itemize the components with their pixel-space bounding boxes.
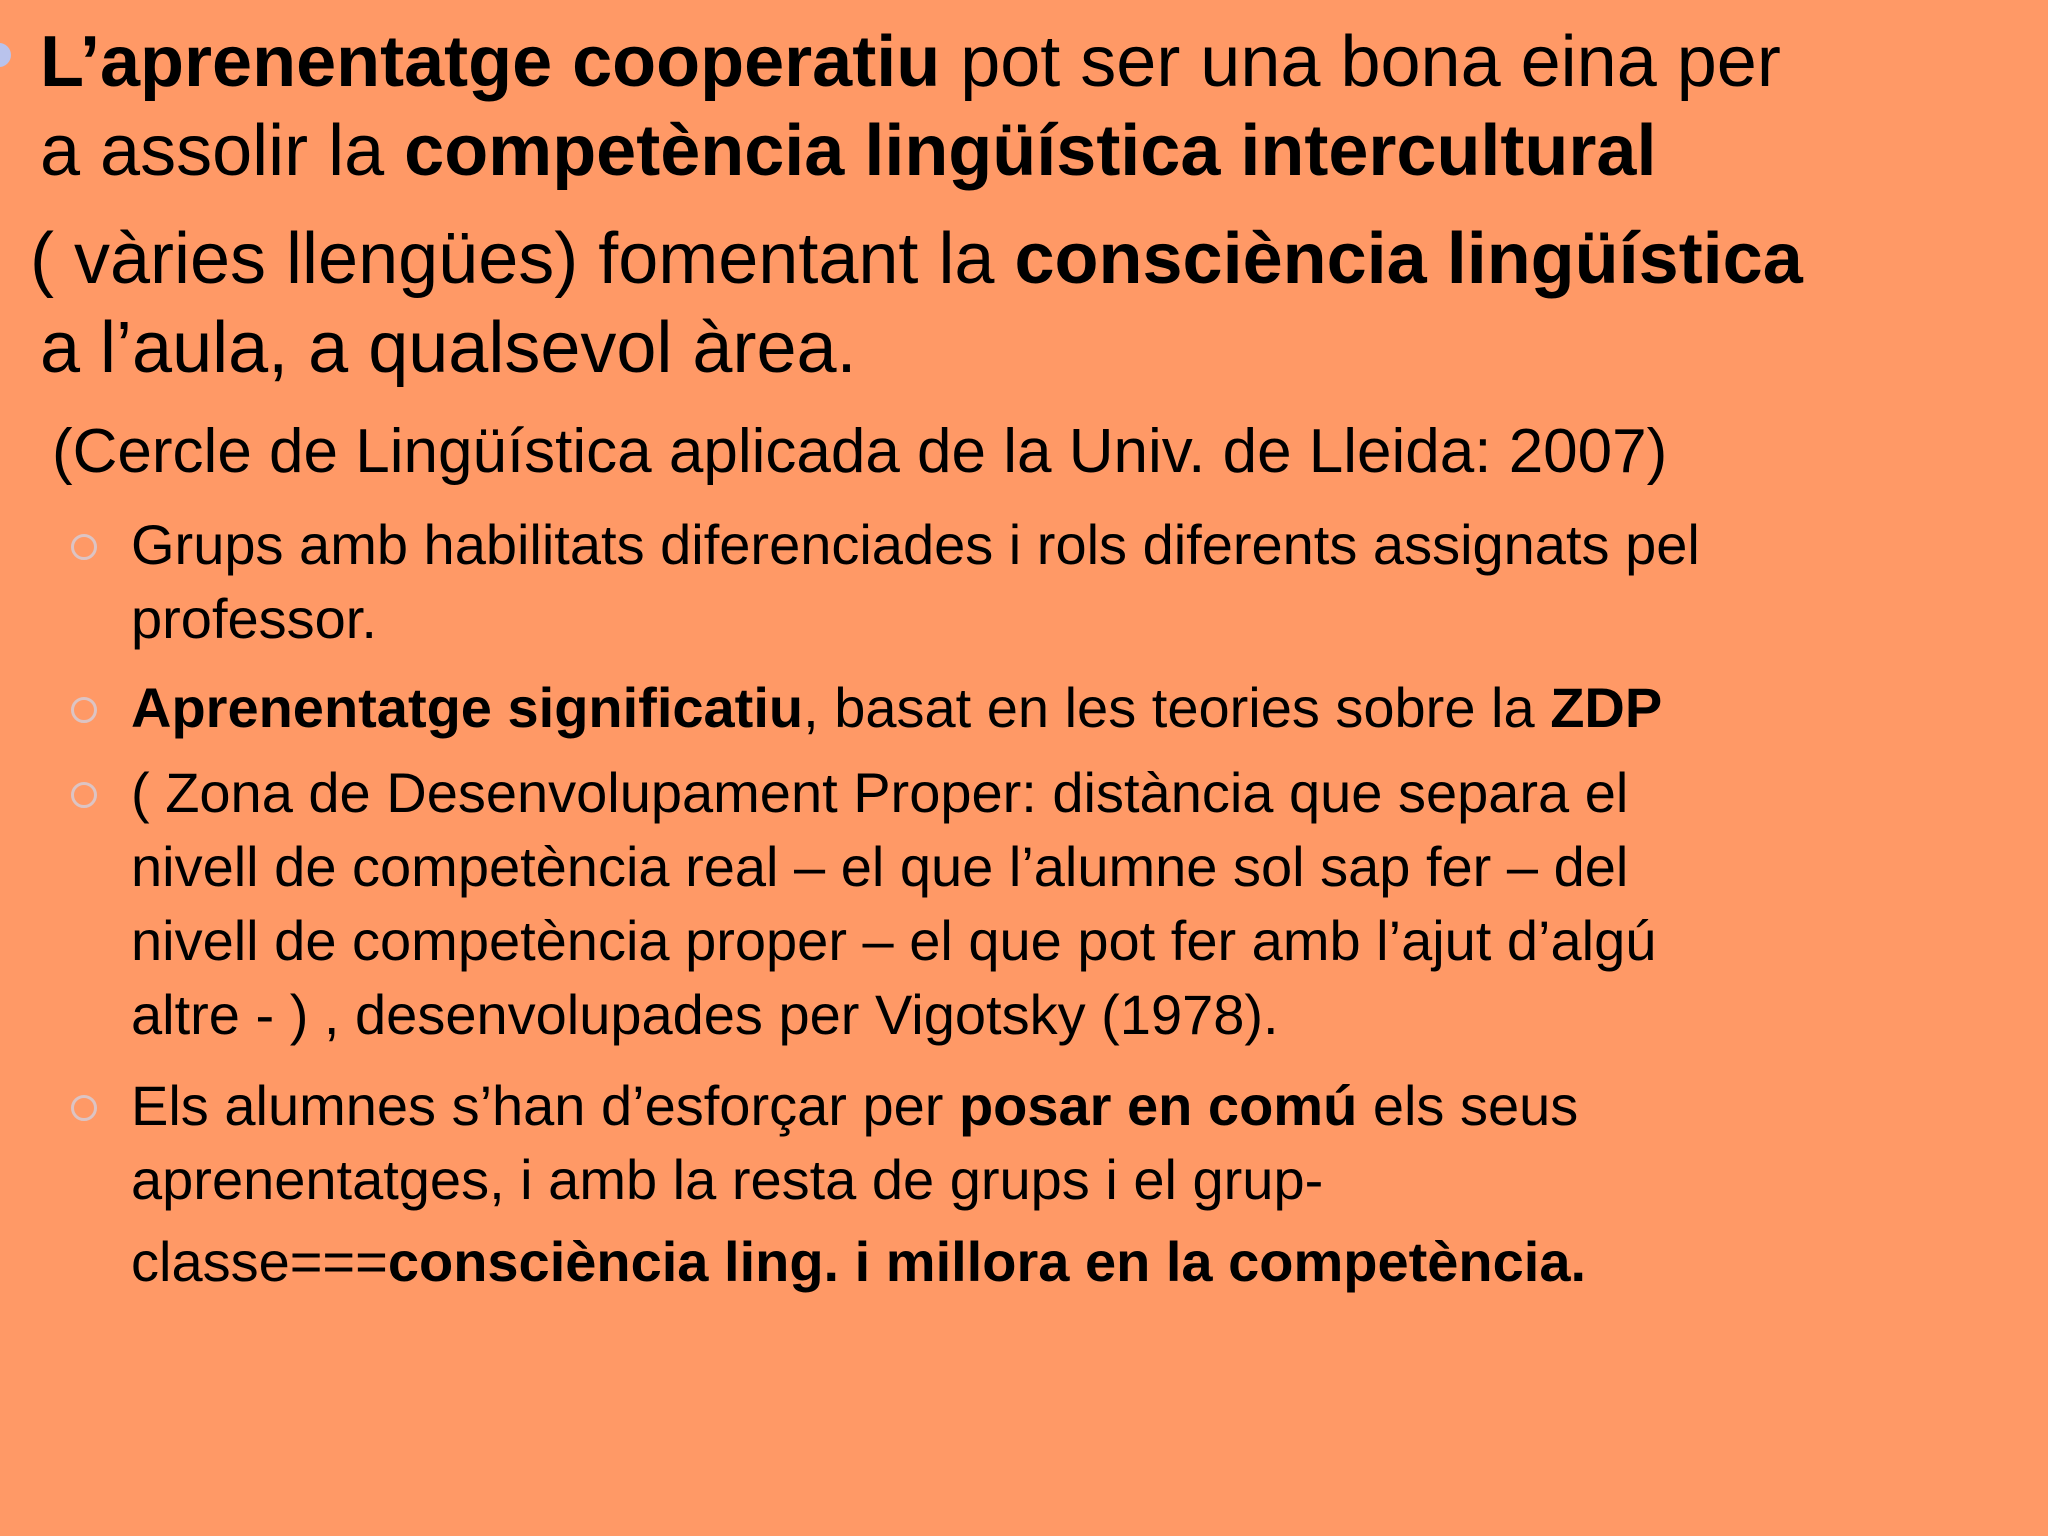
main-text: pot ser una bona eina per <box>940 22 1781 102</box>
hollow-circle-bullet-icon <box>71 534 97 560</box>
sub-bullet-list <box>0 508 2048 1299</box>
list-item <box>0 508 2048 656</box>
list-item-plain-text: els seus <box>1357 1074 1579 1137</box>
list-item-text <box>131 1069 2031 1299</box>
list-item-plain-text: Els alumnes s’han d’esforçar per <box>131 1074 959 1137</box>
list-item-line: nivell de competència real – el que l’alumne sol sap fer – del <box>131 835 1629 898</box>
main-bold-intercultural-competence: competència lingüística intercultural <box>404 111 1657 191</box>
list-item-text <box>131 671 2031 745</box>
main-point-line-2 <box>40 107 2020 196</box>
list-item-line: professor. <box>131 587 377 650</box>
main-text: a assolir la <box>40 111 405 191</box>
list-item <box>0 1069 2048 1299</box>
list-item-line: altre - ) , desenvolupades per Vigotsky (1978). <box>131 983 1279 1046</box>
list-item <box>0 671 2048 745</box>
main-bullet-icon <box>0 43 11 67</box>
list-item-line: nivell de competència proper – el que pot fer amb l’ajut d’algú <box>131 909 1657 972</box>
list-item-line <box>131 1225 2031 1299</box>
main-point-line-1 <box>40 18 2020 107</box>
list-item-plain-text: classe=== <box>131 1230 388 1293</box>
main-text: a l’aula, a qualsevol àrea. <box>40 308 857 388</box>
bold-zdp: ZDP <box>1550 676 1663 739</box>
list-item-line <box>131 1069 2031 1143</box>
main-bold-cooperative-learning: L’aprenentatge cooperatiu <box>40 22 941 102</box>
hollow-circle-bullet-icon <box>71 697 97 723</box>
list-item-line: Grups amb habilitats diferenciades i rols diferents assignats pel <box>131 513 1700 576</box>
main-point-line-4 <box>40 304 2020 393</box>
bold-conclusion: consciència ling. i millora en la competència. <box>387 1230 1587 1293</box>
citation: (Cercle de Lingüística aplicada de la Univ. de Lleida: 2007) <box>52 417 1668 486</box>
list-item-line: ( Zona de Desenvolupament Proper: distància que separa el <box>131 761 1629 824</box>
list-item-text <box>131 508 2031 656</box>
list-item <box>0 756 2048 1052</box>
main-bold-linguistic-awareness: consciència lingüística <box>1014 219 1803 299</box>
main-text: ( vàries llengües) fomentant la <box>30 219 1015 299</box>
list-item-line <box>131 671 2031 745</box>
hollow-circle-bullet-icon <box>71 1095 97 1121</box>
main-point-line-3 <box>30 215 2020 304</box>
list-item-line: aprenentatges, i amb la resta de grups i el grup- <box>131 1148 1324 1211</box>
list-item-text <box>131 756 2031 1052</box>
bold-share-in-common: posar en comú <box>958 1074 1358 1137</box>
bold-meaningful-learning: Aprenentatge significatiu <box>131 676 804 739</box>
main-point <box>30 18 2020 393</box>
hollow-circle-bullet-icon <box>71 782 97 808</box>
list-item-plain-text: , basat en les teories sobre la <box>803 676 1551 739</box>
